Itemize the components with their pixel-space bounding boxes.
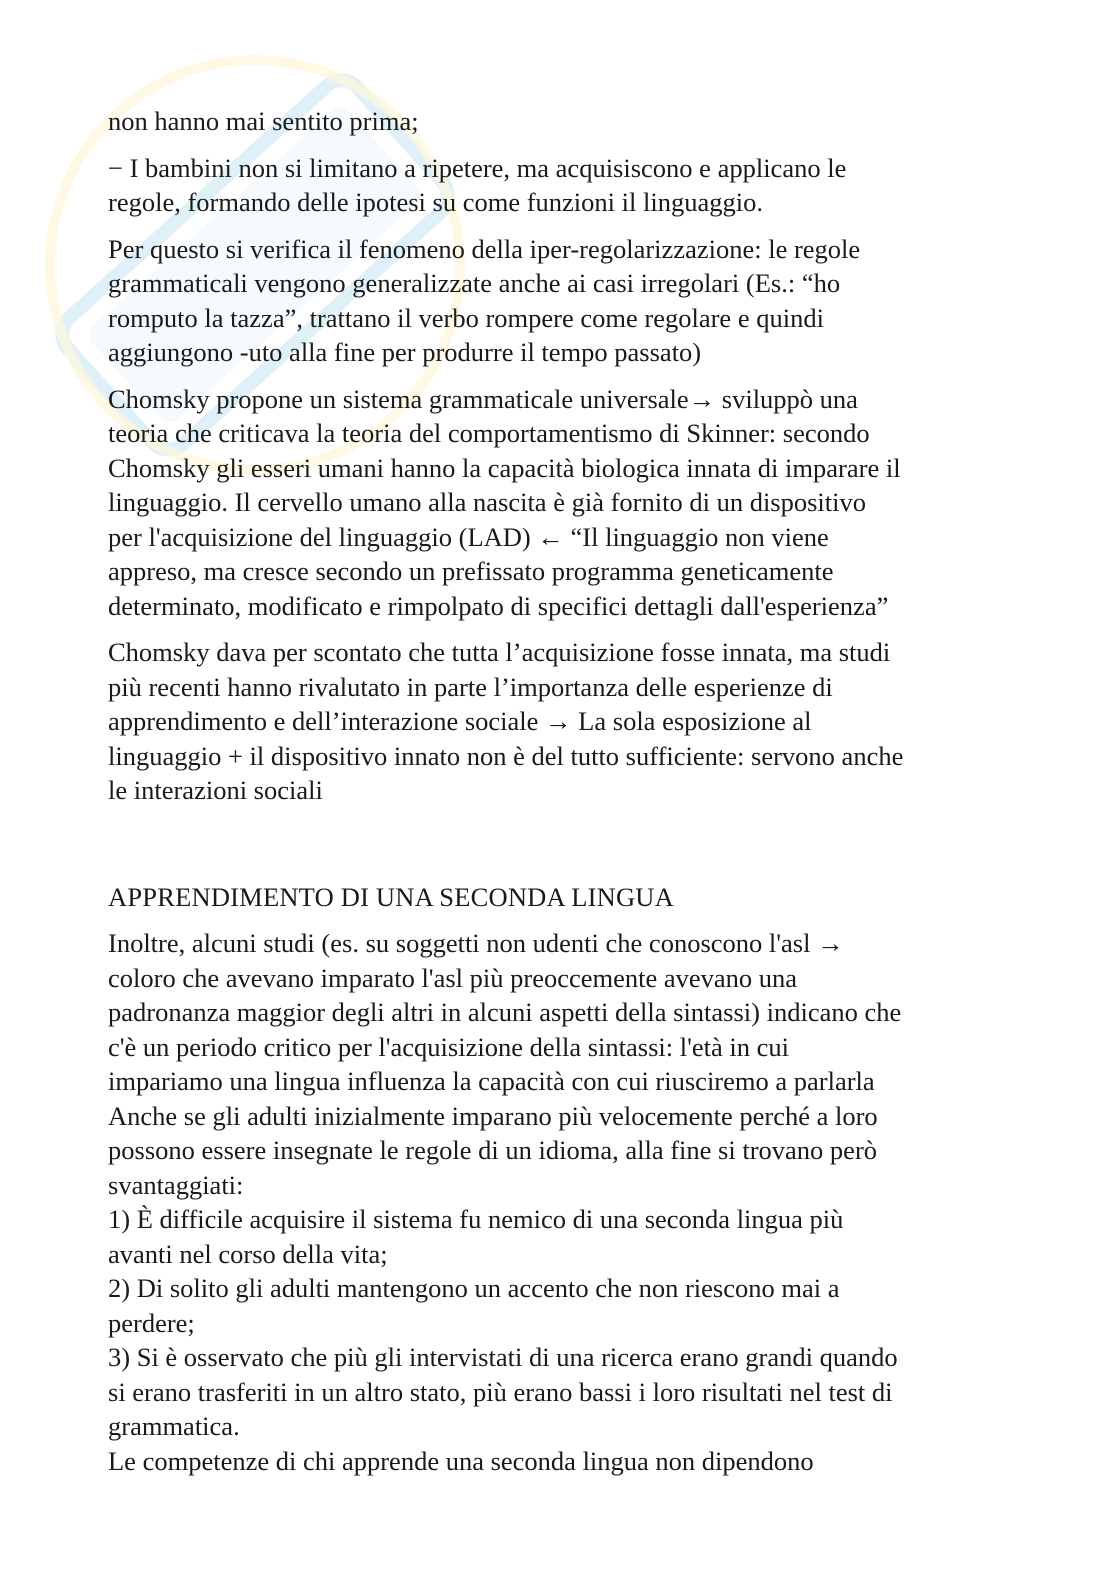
list-item: 1) È difficile acquisire il sistema fu nemico di una seconda lingua più avanti nel corso della vita; [108,1204,844,1269]
paragraph-adults-disadvantage: Anche se gli adulti inizialmente imparano più velocemente perché a loro possono essere insegnate le regole di un idioma, alla fine si trovano però svantaggiati: [108,1100,878,1200]
paragraph-critical-period: Inoltre, alcuni studi (es. su soggetti non udenti che conoscono l'asl → coloro che avevano imparato l'asl più preoccemente avevano una padronanza maggior degli altri in alcuni aspetti della sintassi) indicano che c'è un periodo critico per l'acquisizione della sintassi: l'età in cui impariamo una lingua influenza la capacità con cui riusciremo a parlarla [108,928,902,1096]
paragraph-intro-fragment: non hanno mai sentito prima; [108,106,419,136]
list-item: 3) Si è osservato che più gli intervistati di una ricerca erano grandi quando si erano trasferiti in un altro stato, più erano bassi i loro risultati nel test di grammatica. [108,1342,898,1441]
paragraph-overregularization: Per questo si verifica il fenomeno della iper-regolarizzazione: le regole grammaticali vengono generalizzate anche ai casi irregolari (Es.: “ho romputo la tazza”, trattano il verbo rompere come regolare e quindi aggiungono -uto alla fine per produrre il tempo passato) [108,233,861,367]
paragraph-competence-fragment: Le competenze di chi apprende una seconda lingua non dipendono [108,1445,814,1476]
second-language-section [108,926,1013,1478]
section-heading: APPRENDIMENTO DI UNA SECONDA LINGUA [108,881,674,912]
paragraph-children-rules: − I bambini non si limitano a ripetere, ma acquisiscono e applicano le regole, formando delle ipotesi su come funzioni il linguaggio. [108,152,847,217]
paragraph-chomsky-lad: Chomsky propone un sistema grammaticale universale→ sviluppò una teoria che criticava la teoria del comportamentismo di Skinner: secondo Chomsky gli esseri umani hanno la capacità biologica innata di imparare il linguaggio. Il cervello umano alla nascita è già fornito di un dispositivo per l'acquisizione del linguaggio (LAD) ← “Il linguaggio non viene appreso, ma cresce secondo un prefissato programma geneticamente determinato, modificato e rimpolpato di specifici dettagli dall'esperienza” [108,383,901,621]
paragraph-social-interaction: Chomsky dava per scontato che tutta l’acquisizione fosse innata, ma studi più recenti hanno rivalutato in parte l’importanza delle esperienze di apprendimento e dell’interazione sociale → La sola esposizione al linguaggio + il dispositivo innato non è del tutto sufficiente: servono anche le interazioni sociali [108,637,904,805]
document-body [108,104,1013,1478]
list-item: 2) Di solito gli adulti mantengono un accento che non riescono mai a perdere; [108,1273,840,1338]
section-spacer [108,820,1013,880]
